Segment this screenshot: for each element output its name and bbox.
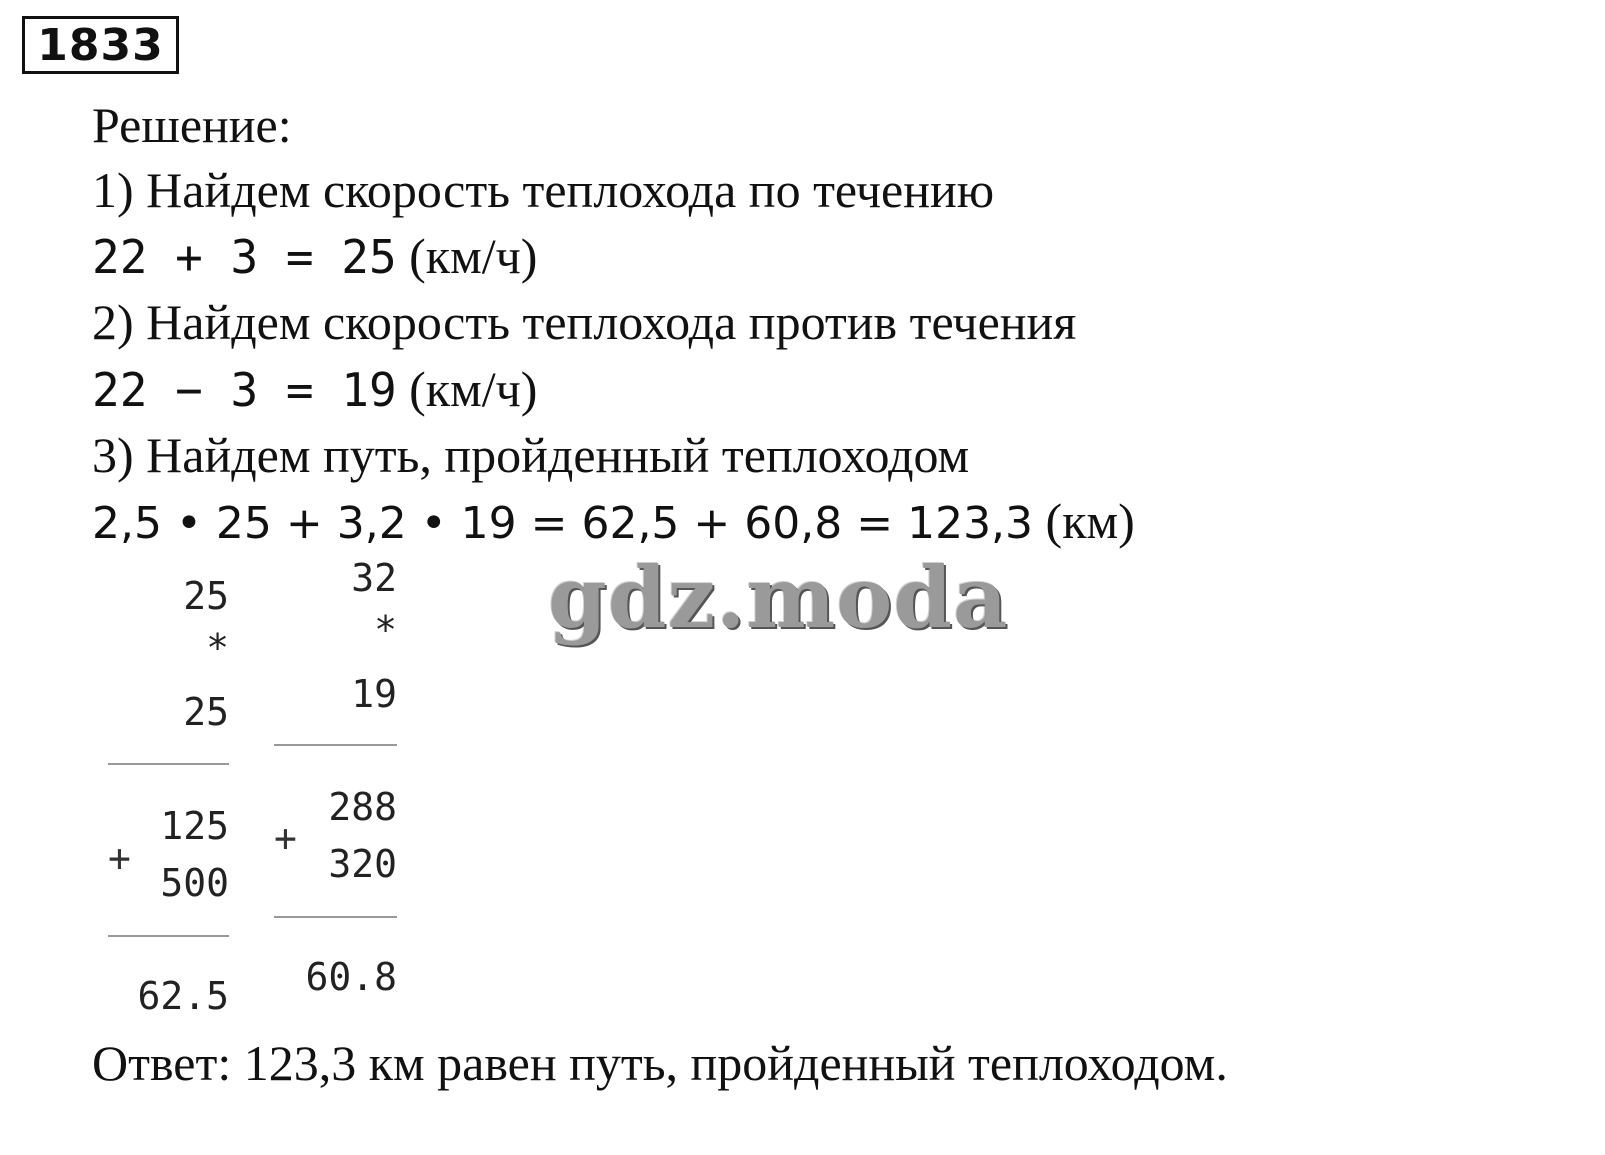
step3-text: 3) Найдем путь, пройденный теплоходом	[92, 427, 970, 483]
calc1-result: 62.5	[137, 974, 229, 1018]
step2-expression: 22 − 3 = 19	[92, 363, 397, 417]
calc1-divider-1	[108, 763, 229, 765]
step1-unit: (км/ч)	[409, 228, 538, 284]
answer-text: Ответ: 123,3 км равен путь, пройденный теплоходом.	[92, 1035, 1228, 1091]
calc2-top: 32	[351, 556, 397, 600]
calc2-result: 60.8	[305, 955, 397, 999]
calc1-top: 25	[183, 574, 229, 618]
step2-text: 2) Найдем скорость теплохода против течения	[92, 294, 1077, 350]
calc1-operator: *	[206, 626, 229, 670]
column-calculation-1	[100, 570, 235, 1020]
calc1-plus: +	[108, 836, 131, 880]
step3-unit: (км)	[1045, 493, 1135, 549]
step3-expression: 2,5 • 25 + 3,2 • 19 = 62,5 + 60,8 = 123,3	[92, 498, 1034, 549]
step3-equation	[92, 492, 1135, 553]
calc2-bottom: 19	[351, 672, 397, 716]
calc2-divider-2	[274, 916, 397, 918]
step2-equation	[92, 360, 537, 419]
step1-expression: 22 + 3 = 25	[92, 230, 397, 284]
calc2-plus: +	[274, 816, 297, 860]
calc1-bottom: 25	[183, 690, 229, 734]
calc1-partial-2: 500	[160, 861, 229, 905]
step1-equation	[92, 227, 537, 286]
solution-heading: Решение:	[92, 97, 292, 153]
problem-number: 1833	[22, 16, 179, 74]
calc2-operator: *	[374, 608, 397, 652]
calc2-partial-1: 288	[328, 785, 397, 829]
column-calculation-2	[268, 550, 403, 1010]
calc2-divider-1	[274, 744, 397, 746]
calc2-partial-2: 320	[328, 842, 397, 886]
calc1-partial-1: 125	[160, 804, 229, 848]
calc1-divider-2	[108, 935, 229, 937]
step1-text: 1) Найдем скорость теплохода по течению	[92, 162, 995, 218]
step2-unit: (км/ч)	[409, 361, 538, 417]
watermark: gdz.moda	[548, 548, 1009, 647]
